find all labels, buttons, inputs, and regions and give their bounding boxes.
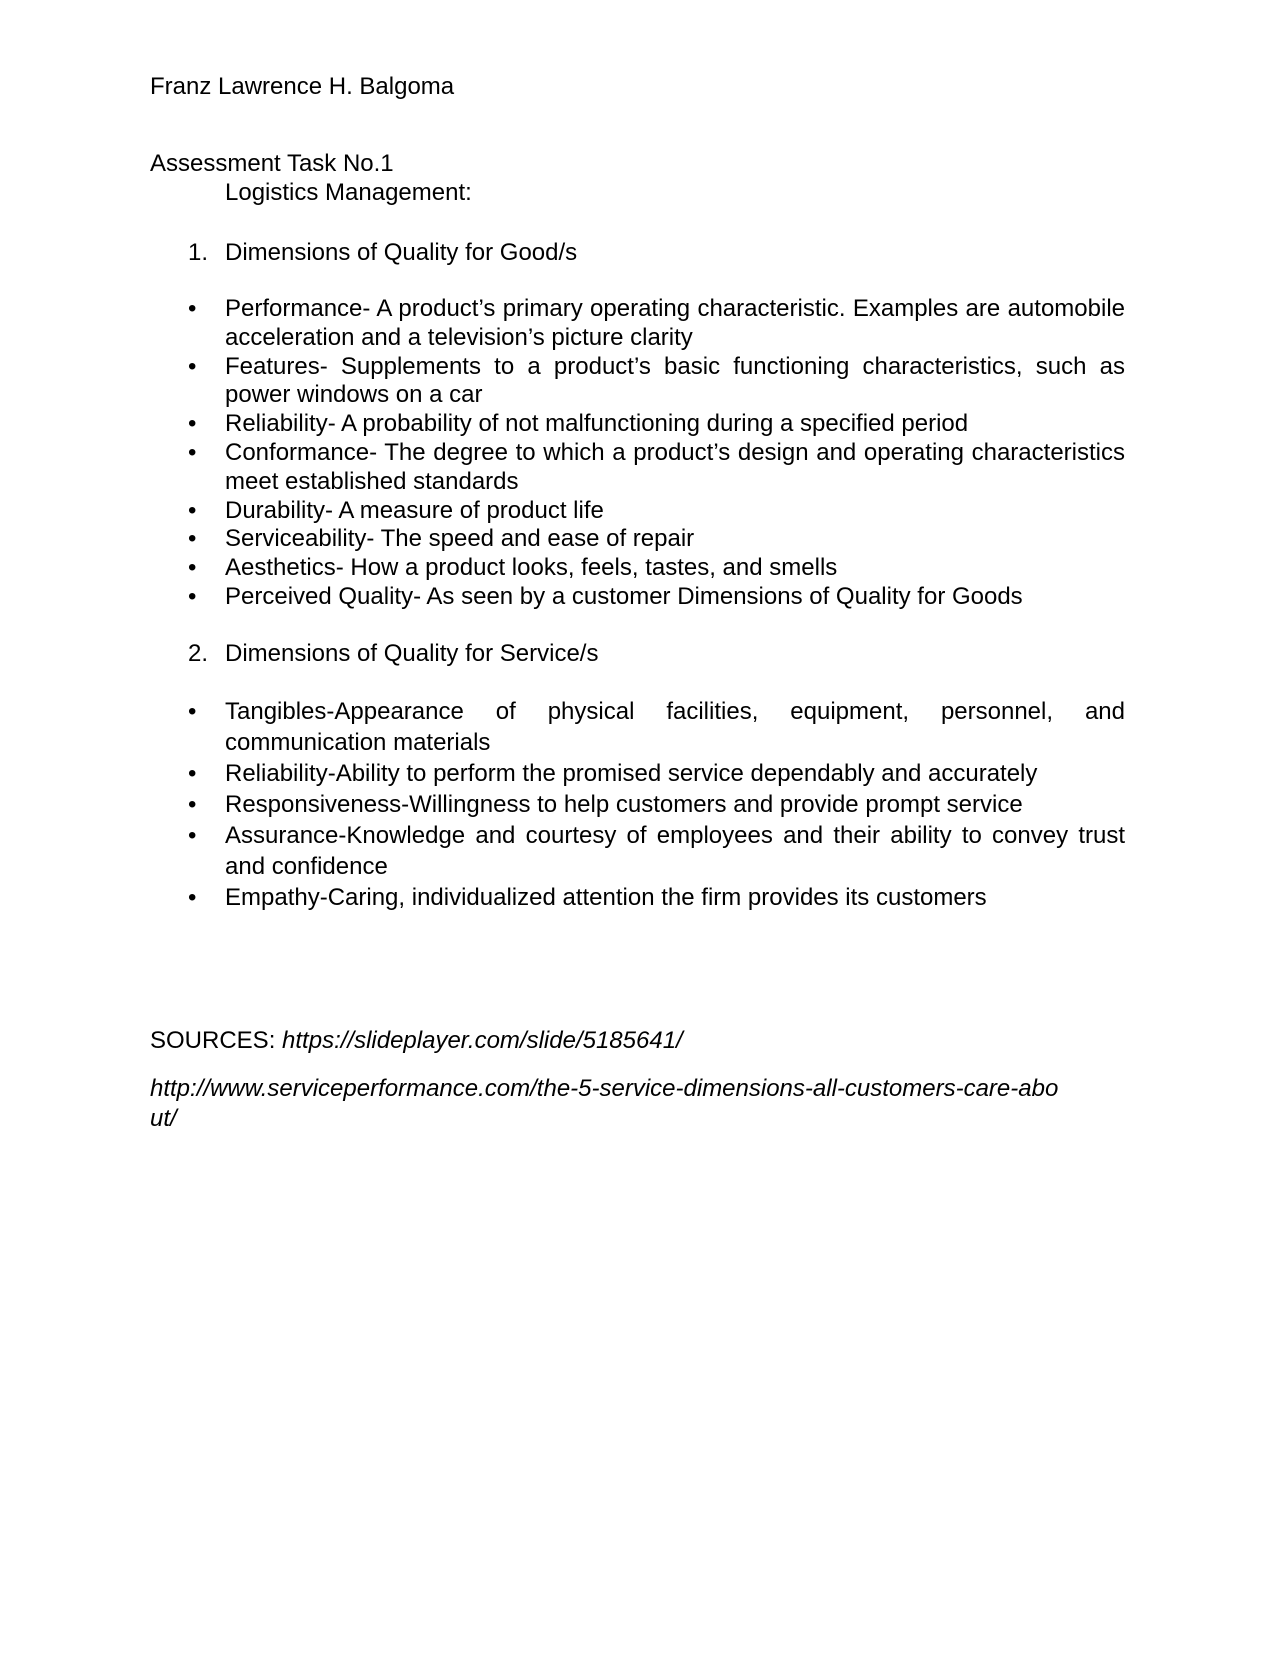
- bullet-icon: •: [188, 791, 197, 818]
- list-item-text: Assurance-Knowledge and courtesy of employees and their ability to convey trust and confidence: [225, 822, 1125, 880]
- bullet-icon: •: [188, 884, 197, 911]
- list-item: [150, 295, 1125, 353]
- list-item-text: Serviceability- The speed and ease of repair: [225, 525, 695, 553]
- list-item: [150, 583, 1125, 612]
- list-item: [150, 410, 1125, 439]
- bullet-icon: •: [188, 760, 197, 787]
- list-item: [150, 439, 1125, 497]
- bullet-icon: •: [188, 295, 197, 322]
- section-title: Dimensions of Quality for Good/s: [225, 239, 578, 266]
- sources-line: [150, 1027, 683, 1055]
- bullet-icon: •: [188, 582, 197, 610]
- list-item: [150, 789, 1125, 820]
- list-item-text: Performance- A product’s primary operating characteristic. Examples are automobile acceleration and a television’s picture clarity: [225, 295, 1125, 351]
- author-name: Franz Lawrence H. Balgoma: [150, 73, 455, 100]
- list-item-text: Conformance- The degree to which a product’s design and operating characteristics meet established standards: [225, 438, 1125, 495]
- list-item-text: Tangibles-Appearance of physical facilities, equipment, personnel, and communication materials: [225, 698, 1125, 756]
- list-item-text: Features- Supplements to a product’s basic functioning characteristics, such as power windows on a car: [225, 352, 1125, 409]
- goods-dimensions-list: [150, 295, 1125, 612]
- course-title: Logistics Management:: [225, 179, 472, 206]
- bullet-icon: •: [188, 438, 197, 466]
- list-item-text: Aesthetics- How a product looks, feels, tastes, and smells: [225, 554, 838, 582]
- services-dimensions-list: [150, 696, 1125, 913]
- list-item-text: Reliability- A probability of not malfunctioning during a specified period: [225, 410, 969, 438]
- bullet-icon: •: [188, 410, 197, 438]
- section-number: 1.: [188, 239, 209, 266]
- list-item: [150, 758, 1125, 789]
- list-item-text: Empathy-Caring, individualized attention the firm provides its customers: [225, 884, 987, 911]
- bullet-icon: •: [188, 822, 197, 849]
- source-link-serviceperformance[interactable]: http://www.serviceperformance.com/the-5-service-dimensions-all-customers-care-about/: [150, 1075, 1059, 1132]
- list-item: [150, 820, 1125, 882]
- bullet-icon: •: [188, 496, 197, 524]
- sources-label: SOURCES:: [150, 1027, 276, 1054]
- list-item: [150, 696, 1125, 758]
- list-item: [150, 554, 1125, 583]
- list-item-text: Durability- A measure of product life: [225, 496, 604, 524]
- list-item-text: Responsiveness-Willingness to help customers and provide prompt service: [225, 791, 1023, 818]
- list-item: [150, 353, 1125, 411]
- list-item: [150, 525, 1125, 554]
- list-item: [150, 497, 1125, 526]
- section-number: 2.: [188, 640, 209, 667]
- task-title: Assessment Task No.1: [150, 150, 394, 177]
- list-item: [150, 882, 1125, 913]
- list-item-text: Perceived Quality- As seen by a customer Dimensions of Quality for Goods: [225, 582, 1023, 610]
- bullet-icon: •: [188, 698, 197, 725]
- section-title: Dimensions of Quality for Service/s: [225, 640, 599, 667]
- bullet-icon: •: [188, 352, 197, 380]
- bullet-icon: •: [188, 525, 197, 553]
- list-item-text: Reliability-Ability to perform the promised service dependably and accurately: [225, 760, 1038, 787]
- source-link-slideplayer[interactable]: https://slideplayer.com/slide/5185641/: [282, 1027, 683, 1054]
- bullet-icon: •: [188, 554, 197, 582]
